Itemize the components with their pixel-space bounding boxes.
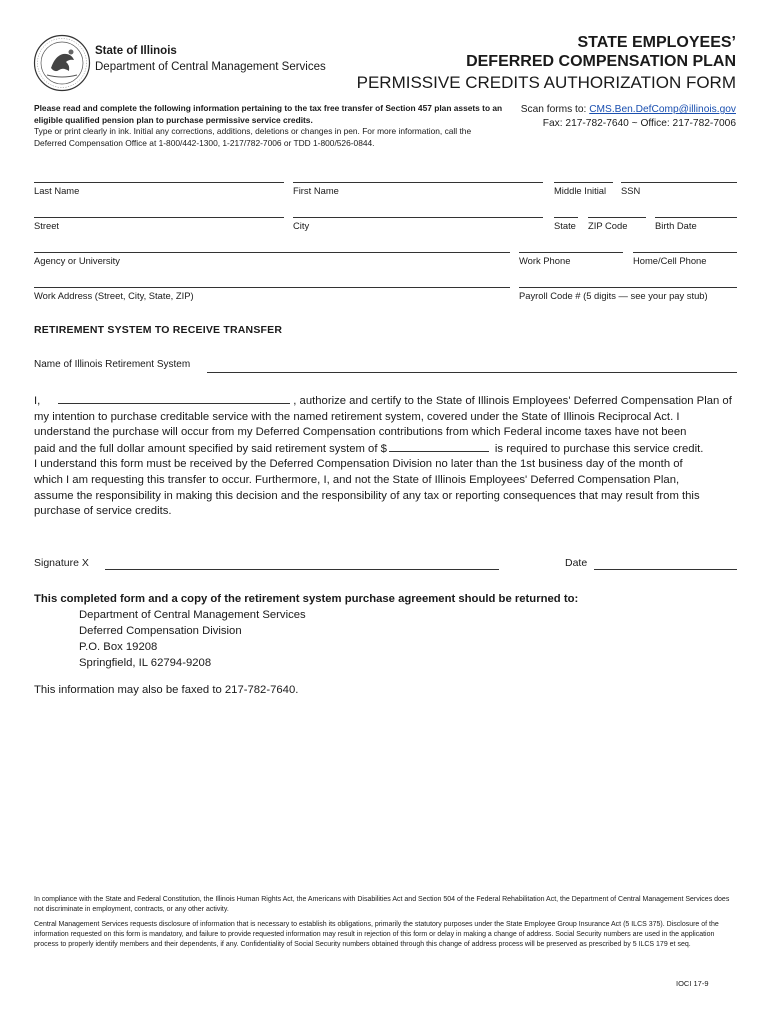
- auth-line5: I understand this form must be received by the Deferred Compensation Division no later than the 1st business day of the month of: [34, 458, 683, 471]
- date-field[interactable]: [594, 569, 737, 570]
- last-name-field[interactable]: [34, 182, 284, 183]
- department-name: Department of Central Management Services: [95, 61, 326, 73]
- address-line: P.O. Box 19208: [79, 641, 158, 653]
- auth-line3: understand the purchase will occur from my Deferred Compensation contributions from which Federal income taxes have not been: [34, 426, 687, 439]
- birth-date-label: Birth Date: [655, 220, 697, 231]
- middle-initial-field[interactable]: [554, 182, 613, 183]
- auth-line7: assume the responsibility in making this decision and the responsibility of any tax or reporting consequences that may result from this: [34, 489, 700, 502]
- birth-date-field[interactable]: [655, 217, 737, 218]
- authorization-paragraph: [34, 393, 739, 520]
- ssn-label: SSN: [621, 185, 641, 196]
- middle-initial-label: Middle Initial: [554, 185, 607, 196]
- auth-line1-start: I,: [34, 395, 41, 407]
- compliance-statement: In compliance with the State and Federal Constitution, the Illinois Human Rights Act, the Americans with Disabilities Act and Section 504 of the Federal Rehabilitation Act, the Department of Central Management Services does not discriminate in employment, contracts, or any other activity.: [34, 896, 730, 913]
- agency-field[interactable]: [34, 252, 510, 253]
- intro-instructions: [34, 103, 504, 149]
- contact-info: [521, 103, 736, 131]
- auth-line2: my intention to purchase creditable service with the named retirement system, covered under the State of Illinois Reciprocal Act. I: [34, 410, 680, 423]
- ssn-field[interactable]: [621, 182, 737, 183]
- work-address-field[interactable]: [34, 287, 510, 288]
- retirement-system-label: Name of Illinois Retirement System: [34, 359, 191, 370]
- state-label: State: [554, 220, 576, 231]
- home-phone-label: Home/Cell Phone: [633, 255, 707, 266]
- auth-line6: which I am requesting this transfer to occur. Furthermore, I, and not the State of Illinois Employees' Deferred Compensation Plan,: [34, 473, 680, 486]
- signature-field[interactable]: [105, 569, 499, 570]
- fax-note: This information may also be faxed to 217-782-7640.: [34, 684, 299, 696]
- first-name-label: First Name: [293, 185, 339, 196]
- form-number: IOCI 17-9: [676, 979, 709, 988]
- scan-prefix: Scan forms to:: [520, 104, 590, 115]
- form-title-line2: DEFERRED COMPENSATION PLAN: [466, 53, 736, 70]
- address-line: Deferred Compensation Division: [79, 625, 242, 637]
- city-field[interactable]: [293, 217, 543, 218]
- form-title-line3: PERMISSIVE CREDITS AUTHORIZATION FORM: [356, 73, 736, 92]
- agency-label: Agency or University: [34, 255, 120, 266]
- zip-code-field[interactable]: [588, 217, 646, 218]
- member-name-field[interactable]: [58, 393, 290, 404]
- intro-normal-text: Type or print clearly in ink. Initial any corrections, additions, deletions or changes in pen. For more information, call the Deferred Compensation Office at 1-800/442-1300, 1-217/782-7006 or TDD 1-800/526-0844.: [34, 126, 472, 148]
- work-phone-field[interactable]: [519, 252, 623, 253]
- zip-code-label: ZIP Code: [588, 220, 628, 231]
- retirement-system-field[interactable]: [207, 372, 737, 373]
- payroll-code-field[interactable]: [519, 287, 737, 288]
- email-link[interactable]: CMS.Ben.DefComp@illinois.gov: [589, 104, 736, 115]
- payroll-code-label: Payroll Code # (5 digits — see your pay stub): [519, 290, 708, 301]
- address-line: Department of Central Management Services: [79, 609, 306, 621]
- signature-label: Signature X: [34, 557, 89, 569]
- return-address: [79, 607, 306, 671]
- home-phone-field[interactable]: [633, 252, 737, 253]
- section-heading: RETIREMENT SYSTEM TO RECEIVE TRANSFER: [34, 324, 283, 336]
- state-field[interactable]: [554, 217, 578, 218]
- intro-bold-text: Please read and complete the following information pertaining to the tax free transfer of Section 457 plan assets to an eligible qualified pension plan to purchase permissive service credits.: [34, 103, 503, 125]
- fax-office-numbers: Fax: 217-782-7640 ~ Office: 217-782-7006: [542, 118, 736, 129]
- address-line: Springfield, IL 62794-9208: [79, 657, 212, 669]
- street-field[interactable]: [34, 217, 284, 218]
- auth-line4-end: is required to purchase this service credit.: [494, 442, 704, 455]
- return-instructions: This completed form and a copy of the retirement system purchase agreement should be returned to:: [34, 593, 579, 605]
- auth-line1-end: , authorize and certify to the State of Illinois Employees' Deferred Compensation Plan of: [293, 395, 732, 407]
- first-name-field[interactable]: [293, 182, 543, 183]
- state-name: State of Illinois: [95, 45, 177, 57]
- state-seal-icon: [33, 34, 91, 92]
- last-name-label: Last Name: [34, 185, 80, 196]
- work-address-label: Work Address (Street, City, State, ZIP): [34, 290, 194, 301]
- dollar-amount-field[interactable]: [389, 441, 489, 452]
- disclosure-statement: Central Management Services requests disclosure of information that is necessary to establish its obligations, primarily the statutory purposes under the State Employee Group Insurance Act (5 ILCS 375). Disclosure of the information requested on this form is mandatory, and failure to provide requested information may result in rejection of this form or delay in making a change of address. Social Security numbers are used in the application process to properly identify members and their dependents, if any. Confidentiality of Social Security numbers obtained through this change of address process will be preserved as prescribed by 5 ILCS 179 et seq.: [34, 921, 719, 948]
- auth-line4-start: paid and the full dollar amount specified by said retirement system of $: [34, 442, 387, 455]
- work-phone-label: Work Phone: [519, 255, 571, 266]
- form-title-line1: STATE EMPLOYEES’: [577, 34, 736, 51]
- city-label: City: [293, 220, 310, 231]
- street-label: Street: [34, 220, 60, 231]
- date-label: Date: [565, 557, 588, 569]
- auth-line8: purchase of service credits.: [34, 505, 172, 518]
